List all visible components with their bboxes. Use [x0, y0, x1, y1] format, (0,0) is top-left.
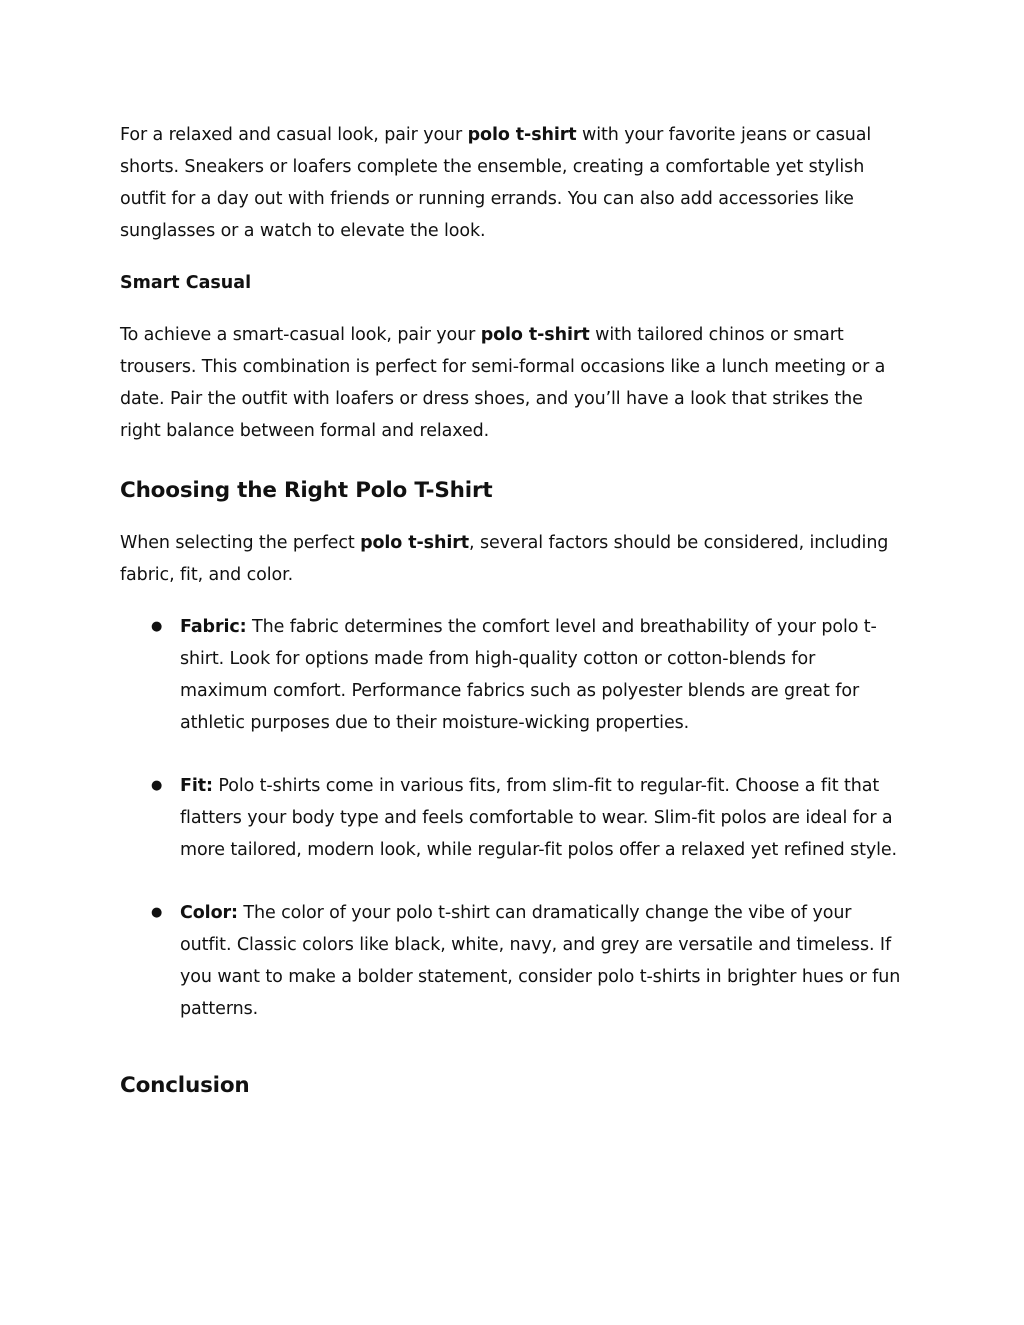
bullet-icon: ●: [151, 619, 163, 634]
smart-casual-paragraph: [120, 319, 906, 447]
list-item-text: The color of your polo t-shirt can dramatically change the vibe of your outfit. Classic colors like black, white, navy, and grey are versatile and timeless. If you want to make a bolder statement, consider polo t-shirts in brighter hues or fun patterns.: [180, 903, 901, 1019]
list-item-label: Color:: [180, 903, 238, 923]
smart-casual-text-start: To achieve a smart-casual look, pair your: [120, 325, 481, 345]
list-item-text: Polo t-shirts come in various fits, from slim-fit to regular-fit. Choose a fit that flatters your body type and feels comfortable to wear. Slim-fit polos are ideal for a more tailored, modern look, while regular-fit polos offer a relaxed yet refined style.: [180, 776, 898, 860]
conclusion-heading: Conclusion: [120, 1073, 250, 1098]
intro-text-start: For a relaxed and casual look, pair your: [120, 125, 468, 145]
choosing-text-start: When selecting the perfect: [120, 533, 361, 553]
smart-casual-text-end: with tailored chinos or smart trousers. This combination is perfect for semi-formal occasions like a lunch meeting or a date. Pair the outfit with loafers or dress shoes, and you’ll have a look that strikes the right balance between formal and relaxed.: [120, 325, 886, 441]
intro-paragraph: [120, 119, 906, 247]
smart-casual-heading: Smart Casual: [120, 273, 252, 293]
choosing-heading: Choosing the Right Polo T-Shirt: [120, 478, 493, 503]
smart-casual-keyword: polo t-shirt: [480, 325, 590, 345]
bullet-icon: ●: [151, 778, 163, 793]
intro-text-end: with your favorite jeans or casual shorts. Sneakers or loafers complete the ensemble, creating a comfortable yet stylish outfit for a day out with friends or running errands. You can also add accessories like sunglasses or a watch to elevate the look.: [120, 125, 872, 241]
intro-keyword: polo t-shirt: [467, 125, 577, 145]
list-item-text: The fabric determines the comfort level and breathability of your polo t-shirt. Look for options made from high-quality cotton or cotton-blends for maximum comfort. Performance fabrics such as polyester blends are great for athletic purposes due to their moisture-wicking properties.: [180, 617, 877, 733]
choosing-keyword: polo t-shirt: [360, 533, 470, 553]
choosing-text-end: , several factors should be considered, including fabric, fit, and color.: [120, 533, 889, 585]
list-item-color: [151, 897, 906, 1025]
list-item-label: Fabric:: [180, 617, 247, 637]
bullet-icon: ●: [151, 905, 163, 920]
factors-list: [120, 611, 906, 1025]
list-item-label: Fit:: [180, 776, 213, 796]
list-item-fit: [151, 770, 906, 866]
list-item-fabric: [151, 611, 906, 739]
choosing-paragraph: [120, 527, 906, 591]
